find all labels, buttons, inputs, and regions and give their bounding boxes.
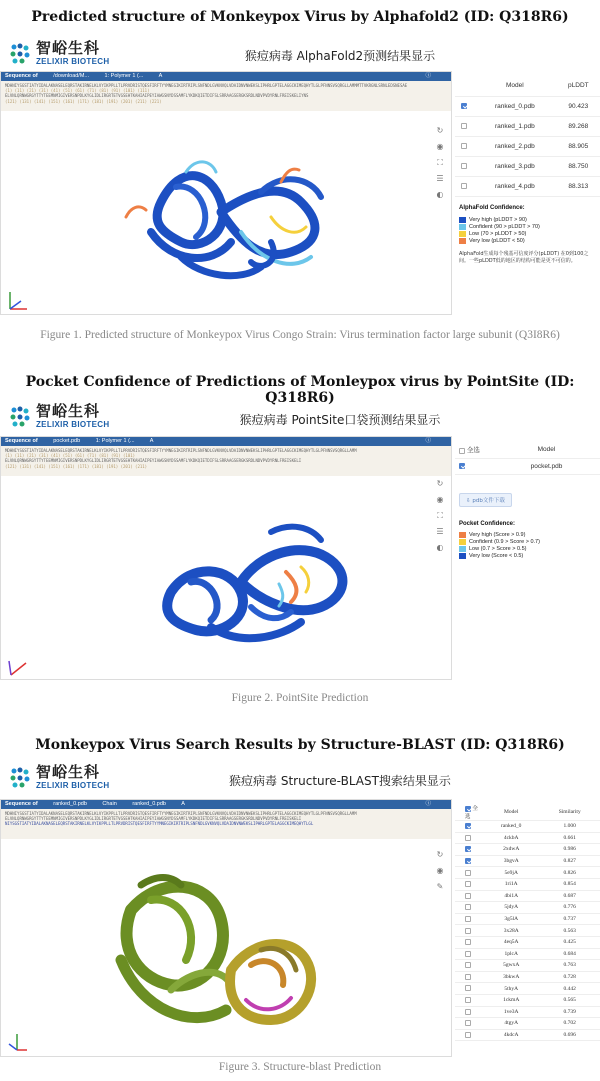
- model-panel: [455, 76, 600, 265]
- pdb-link[interactable]: 3bgvA: [483, 855, 539, 867]
- table-row[interactable]: [455, 867, 600, 879]
- table-row[interactable]: [455, 878, 600, 890]
- row-checkbox[interactable]: [465, 870, 471, 876]
- figure-caption: Figure 3. Structure-blast Prediction: [218, 1061, 382, 1073]
- similarity-score: 0.425: [539, 936, 600, 948]
- table-row[interactable]: [455, 948, 600, 960]
- sequence-bar: [1, 72, 451, 81]
- panel-subtitle: 猴痘病毒 PointSite口袋预测结果显示: [239, 413, 441, 427]
- seqbar-file[interactable]: /download/M...: [53, 73, 90, 79]
- table-row[interactable]: [455, 960, 600, 972]
- seq-line: ELVNLQRNWGRGYTTYTEEMNMIGIVERSNPDLKYGLIDLIRGRTETVGSEHTKAHIAIPEYIAWGSNYDSSAMFLYKDKQIETDIFSLSRRAAGSERGKSRDLNDVPVDYRNLFREISKELI: [5, 816, 302, 822]
- seqbar-label: Sequence of: [5, 438, 38, 444]
- table-row[interactable]: [455, 1018, 600, 1030]
- pdb-link[interactable]: 4eq5A: [483, 936, 539, 948]
- row-checkbox[interactable]: [461, 123, 467, 129]
- target-icon[interactable]: ◉: [436, 866, 444, 875]
- target-icon[interactable]: ◉: [436, 495, 444, 504]
- select-all-checkbox[interactable]: [459, 448, 465, 454]
- row-checkbox[interactable]: [465, 846, 471, 852]
- info-icon[interactable]: ⓘ: [425, 73, 431, 79]
- seq-numbers: (121) (131) (141) (151) (161) (171) (181) (191) (201) (211) (221): [5, 98, 162, 104]
- legend-label: Very high (Score > 0.9): [469, 532, 526, 538]
- settings-icon[interactable]: ☰: [436, 527, 444, 536]
- molstar-viewer[interactable]: [0, 436, 452, 680]
- seq-line: NIYSGSTIATYIDALAKNASELEQRSTAKIRNELKLVYIKPPLLTLPRVDRISTQESFIRFTYYMNEGIKIRTRIPLSNFNDLGVKNVQLVDAIDNVNWEKSLIPHRLGPTELAGGCKIMEQHYTLGL: [5, 821, 314, 827]
- logo-en: ZELIXIR BIOTECH: [36, 57, 110, 66]
- expand-icon[interactable]: ⛶: [437, 158, 443, 167]
- legend-note: AlphaFold生成每个残基可信度评分(pLDDT) 在0到100之间。一些pLDDT低的地区的结构可能是更不可信的。: [459, 250, 589, 264]
- settings-icon[interactable]: ☰: [436, 174, 444, 183]
- seqbar-label: Sequence of: [5, 73, 38, 79]
- table-row[interactable]: [455, 971, 600, 983]
- legend-swatch: [459, 546, 466, 552]
- table-row[interactable]: [455, 458, 600, 474]
- pdb-link[interactable]: 5jdyA: [483, 902, 539, 914]
- pdb-link[interactable]: 4bi1A: [483, 890, 539, 902]
- panel-subtitle: 猴痘病毒 AlphaFold2预测结果显示: [244, 49, 436, 63]
- logo: [8, 765, 109, 790]
- figure-caption: Figure 2. PointSite Prediction: [231, 692, 369, 704]
- legend-swatch: [459, 231, 466, 237]
- table-row[interactable]: [455, 156, 600, 176]
- legend-label: Very low (pLDDT < 50): [469, 238, 525, 244]
- blast-results-panel: [455, 804, 600, 1041]
- similarity-score: 0.565: [539, 994, 600, 1006]
- logo: [8, 404, 109, 429]
- select-all-label: 全选: [465, 806, 478, 820]
- legend-swatch: [459, 553, 466, 559]
- pdb-link[interactable]: 5thyA: [483, 983, 539, 995]
- pdb-link[interactable]: 5e9jA: [483, 867, 539, 879]
- similarity-score: 0.702: [539, 1018, 600, 1030]
- logo-icon: [8, 766, 32, 790]
- legend-label: Very high (pLDDT > 90): [469, 217, 527, 223]
- seq-numbers: (1) (11) (21) (31) (41) (51) (61) (71) (81) (91) (101) (111): [5, 88, 150, 94]
- similarity-score: 0.737: [539, 913, 600, 925]
- row-checkbox[interactable]: [465, 858, 471, 864]
- col-model: Model: [493, 442, 600, 458]
- row-checkbox[interactable]: [465, 962, 471, 968]
- legend-swatch: [459, 532, 466, 538]
- table-row[interactable]: [455, 176, 600, 196]
- similarity-score: 0.661: [539, 832, 600, 844]
- expand-icon[interactable]: ⛶: [437, 511, 443, 520]
- seqbar-chain-file[interactable]: ranked_0.pdb: [132, 801, 166, 807]
- legend-swatch: [459, 224, 466, 230]
- model-name: ranked_3.pdb: [473, 156, 557, 176]
- seq-line: ELVNLQRNWGRGYTTYTEEMNMIGIVERSNPDLKYGLIDLIRGRTETVGSEHTKAHIAIPEYIAWGSNYDSSAMFLYKDKQIETDIFSLSRRAAGSERGKSRDLNDVPVDYRNLFREISKELI: [5, 458, 302, 464]
- legend-item: [459, 224, 596, 231]
- camera-icon[interactable]: ◐: [436, 543, 444, 552]
- panel-subtitle: 猴痘病毒 Structure-BLAST搜索结果显示: [229, 774, 451, 788]
- molstar-viewer[interactable]: [0, 71, 452, 315]
- download-pdb-button[interactable]: [459, 493, 512, 507]
- logo-icon: [8, 405, 32, 429]
- similarity-score: 0.827: [539, 855, 600, 867]
- legend-label: Confident (90 > pLDDT > 70): [469, 224, 540, 230]
- viewer-toolbar: [435, 126, 445, 206]
- row-checkbox[interactable]: [459, 463, 465, 469]
- logo-icon: [8, 42, 32, 66]
- logo-cn: 智峪生科: [36, 402, 101, 420]
- row-checkbox[interactable]: [465, 928, 471, 934]
- legend-item: [459, 217, 596, 224]
- similarity-score: 0.696: [539, 1029, 600, 1041]
- table-row[interactable]: [455, 821, 600, 833]
- seqbar-chain-label: Chain: [102, 801, 117, 807]
- seq-line: MDHNIYSGSTIATYIDALAKNASELEQRSTAKIRNELKLVYIKPPLLTLPRVDRISTQESFIRFTYYMNEGIKIRTRIPLSNFNDLGVKNVQLVDAIDNVNWEKSLIPHRLGPTELAGGCKIMEQHYTLGLPFNNSVSQRGLLAMMMTTVKRGNLSRNLEDSNESAE: [5, 83, 408, 88]
- table-row[interactable]: [455, 96, 600, 116]
- target-icon[interactable]: ◉: [436, 142, 444, 151]
- table-row[interactable]: [455, 844, 600, 856]
- similarity-score: 0.687: [539, 890, 600, 902]
- similarity-score: 1.000: [539, 821, 600, 833]
- legend-item: [459, 231, 596, 238]
- molstar-viewer[interactable]: [0, 799, 452, 1057]
- sequence-bar: [1, 800, 451, 809]
- pdb-link[interactable]: 5gwxA: [483, 960, 539, 972]
- pdb-link[interactable]: 4ckbA: [483, 832, 539, 844]
- table-row[interactable]: [455, 832, 600, 844]
- model-table: [455, 76, 600, 197]
- legend-item: [459, 546, 596, 553]
- table-row[interactable]: [455, 136, 600, 156]
- row-checkbox[interactable]: [465, 951, 471, 957]
- pdb-link[interactable]: 3bkwA: [483, 971, 539, 983]
- similarity-score: 0.763: [539, 960, 600, 972]
- panel-title: Predicted structure of Monkeypox Virus by Alphafold2 (ID: Q318R6): [31, 9, 569, 25]
- model-name: ranked_1.pdb: [473, 116, 557, 136]
- plddt-score: 89.268: [557, 116, 600, 136]
- similarity-score: 0.776: [539, 902, 600, 914]
- table-row[interactable]: [455, 902, 600, 914]
- row-checkbox[interactable]: [461, 183, 467, 189]
- row-checkbox[interactable]: [465, 1009, 471, 1015]
- seqbar-polymer[interactable]: 1: Polymer 1 (...: [95, 438, 135, 444]
- row-checkbox[interactable]: [465, 997, 471, 1003]
- pdb-link[interactable]: 2xdwA: [483, 844, 539, 856]
- download-label: pdb文件下载: [472, 497, 505, 504]
- seqbar-chain[interactable]: A: [181, 801, 185, 807]
- legend-swatch: [459, 217, 466, 223]
- seqbar-polymer[interactable]: 1: Polymer 1 (...: [104, 73, 144, 79]
- legend-item: [459, 553, 596, 560]
- similarity-score: 0.684: [539, 948, 600, 960]
- panel-title: Monkeypox Virus Search Results by Structure-BLAST (ID: Q318R6): [35, 737, 565, 753]
- axes-icon: [7, 1032, 29, 1054]
- axes-icon: [7, 290, 29, 312]
- plddt-score: 88.905: [557, 136, 600, 156]
- legend-swatch: [459, 539, 466, 545]
- similarity-score: 0.986: [539, 844, 600, 856]
- pdb-link[interactable]: 3g5lA: [483, 913, 539, 925]
- seq-line: MDHNIYSGSTIATYIDALAKNASELEQRSTAKIRNELKLVYIKPPLLTLPRVDRISTQESFIRFTYYMNEGIKIRTRIPLSNFNDLGVKNVQLVDAIDNVNWEKSLIPHRLGPTELAGGCKIMEQHYTLGLPFNNSVSQRGLLAMM: [5, 811, 357, 816]
- row-checkbox[interactable]: [465, 1020, 471, 1026]
- pdb-link[interactable]: 1ve3A: [483, 1006, 539, 1018]
- row-checkbox[interactable]: [465, 823, 471, 829]
- logo-cn: 智峪生科: [36, 763, 101, 781]
- col-similarity: Similarity: [539, 804, 600, 821]
- model-name: ranked_0: [483, 821, 539, 833]
- seq-line: MDHNIYSGSTIATYIDALAKNASELEQRSTAKIRNELKLVYIKPPLLTLPRVDRISTQESFIRFTYYMNEGIKIRTRIPLSNFNDLGVKNVQLVDAIDNVNWEKSLIPHRLGPTELAGGCKIMEQHYTLGLPFNNSVSQRGLLAMM: [5, 448, 357, 453]
- pdb-link[interactable]: 4kdcA: [483, 1029, 539, 1041]
- similarity-score: 0.728: [539, 971, 600, 983]
- row-checkbox[interactable]: [465, 939, 471, 945]
- table-row[interactable]: [455, 855, 600, 867]
- sequence-panel[interactable]: [1, 81, 451, 111]
- pdb-link[interactable]: 3x28A: [483, 925, 539, 937]
- select-all-label: 全选: [466, 447, 480, 455]
- table-row[interactable]: [455, 936, 600, 948]
- viewer-toolbar: [435, 850, 445, 898]
- logo-en: ZELIXIR BIOTECH: [36, 781, 110, 790]
- similarity-score: 0.563: [539, 925, 600, 937]
- row-checkbox[interactable]: [465, 974, 471, 980]
- table-row[interactable]: [455, 994, 600, 1006]
- seq-line: ELVNLQRNWGRGYTTYTEEMNMIGIVERSNPDLKYGLIDLIRGRTETVGSEHTKAHIAIPEYIAWGSNYDSSAMFLYKDKQIETDIFSLSRRAAGSERGKSRDLNDVPVDYRNLFREISKELIYNS: [5, 93, 309, 99]
- seqbar-label: Sequence of: [5, 801, 38, 807]
- refresh-icon[interactable]: ↻: [436, 126, 444, 135]
- sequence-bar: [1, 437, 451, 446]
- row-checkbox[interactable]: [465, 985, 471, 991]
- download-icon: ⇩: [466, 497, 473, 504]
- similarity-score: 0.854: [539, 878, 600, 890]
- row-checkbox[interactable]: [465, 916, 471, 922]
- viewer-toolbar: [435, 479, 445, 559]
- legend-title: AlphaFold Confidence:: [459, 204, 525, 211]
- legend-item: [459, 238, 596, 245]
- blast-table: [455, 804, 600, 1041]
- protein-structure[interactable]: [111, 870, 331, 1040]
- model-name: ranked_2.pdb: [473, 136, 557, 156]
- plddt-score: 88.313: [557, 176, 600, 196]
- select-all-checkbox[interactable]: [465, 806, 471, 812]
- legend-label: Very low (Score < 0.5): [469, 553, 524, 559]
- row-checkbox[interactable]: [465, 835, 471, 841]
- legend-item: [459, 539, 596, 546]
- sequence-panel[interactable]: [1, 446, 451, 476]
- row-checkbox[interactable]: [461, 143, 467, 149]
- table-row[interactable]: [455, 983, 600, 995]
- seqbar-chain[interactable]: A: [158, 73, 163, 79]
- protein-structure[interactable]: [121, 142, 351, 292]
- legend-label: Low (0.7 > Score > 0.5): [469, 546, 527, 552]
- table-row[interactable]: [455, 890, 600, 902]
- protein-structure[interactable]: [151, 512, 371, 652]
- table-row[interactable]: [455, 116, 600, 136]
- seqbar-file[interactable]: pocket.pdb: [53, 438, 81, 444]
- info-icon[interactable]: ⓘ: [425, 438, 431, 444]
- panel-alphafold2: [0, 0, 600, 355]
- similarity-score: 0.826: [539, 867, 600, 879]
- seq-numbers: (1) (11) (21) (31) (41) (51) (61) (71) (81) (91) (101): [5, 453, 136, 459]
- logo: [8, 41, 109, 66]
- seq-numbers: (121) (131) (141) (151) (161) (171) (181) (191) (201) (211): [5, 463, 148, 469]
- model-name: ranked_4.pdb: [473, 176, 557, 196]
- model-name: pocket.pdb: [493, 458, 600, 474]
- pdb-link[interactable]: 1plcA: [483, 948, 539, 960]
- row-checkbox[interactable]: [465, 893, 471, 899]
- logo-cn: 智峪生科: [36, 39, 101, 57]
- col-plddt: pLDDT: [557, 76, 600, 96]
- figure-caption: Figure 1. Predicted structure of Monkeypox Virus Congo Strain: Virus termination factor large subunit (Q3I8R6): [40, 329, 560, 341]
- model-table: [455, 442, 600, 475]
- sequence-panel[interactable]: [1, 809, 451, 839]
- panel-structure-blast: [0, 720, 600, 1081]
- model-name: ranked_0.pdb: [473, 96, 557, 116]
- legend-item: [459, 532, 596, 539]
- similarity-score: 0.442: [539, 983, 600, 995]
- refresh-icon[interactable]: ↻: [436, 479, 444, 488]
- legend-label: Confident (0.9 > Score > 0.7): [469, 539, 540, 545]
- plddt-score: 90.423: [557, 96, 600, 116]
- row-checkbox[interactable]: [465, 881, 471, 887]
- table-row[interactable]: [455, 925, 600, 937]
- pdb-link[interactable]: 1ri1A: [483, 878, 539, 890]
- wrench-icon[interactable]: ✎: [436, 882, 444, 891]
- camera-icon[interactable]: ◐: [436, 190, 444, 199]
- axes-icon: [7, 657, 29, 679]
- pdb-link[interactable]: 4tgyA: [483, 1018, 539, 1030]
- logo-en: ZELIXIR BIOTECH: [36, 420, 110, 429]
- panel-title: Pocket Confidence of Predictions of Monleypox virus by PointSite (ID: Q318R6): [25, 374, 575, 406]
- legend-swatch: [459, 238, 466, 244]
- table-row[interactable]: [455, 1029, 600, 1041]
- confidence-legend: [455, 521, 600, 560]
- similarity-score: 0.739: [539, 1006, 600, 1018]
- plddt-score: 88.750: [557, 156, 600, 176]
- refresh-icon[interactable]: ↻: [436, 850, 444, 859]
- seqbar-chain[interactable]: A: [149, 438, 154, 444]
- info-icon[interactable]: ⓘ: [425, 801, 431, 807]
- panel-pointsite: [0, 360, 600, 715]
- pdb-link[interactable]: 1ckmA: [483, 994, 539, 1006]
- legend-label: Low (70 > pLDDT > 50): [469, 231, 527, 237]
- seqbar-file[interactable]: ranked_0.pdb: [53, 801, 87, 807]
- model-panel: [455, 442, 600, 560]
- col-model: Model: [483, 804, 539, 821]
- row-checkbox[interactable]: [461, 103, 467, 109]
- table-row[interactable]: [455, 913, 600, 925]
- table-row[interactable]: [455, 1006, 600, 1018]
- row-checkbox[interactable]: [465, 1032, 471, 1038]
- confidence-legend: [455, 205, 600, 265]
- row-checkbox[interactable]: [461, 163, 467, 169]
- legend-title: Pocket Confidence:: [459, 520, 516, 527]
- col-model: Model: [473, 76, 557, 96]
- row-checkbox[interactable]: [465, 904, 471, 910]
